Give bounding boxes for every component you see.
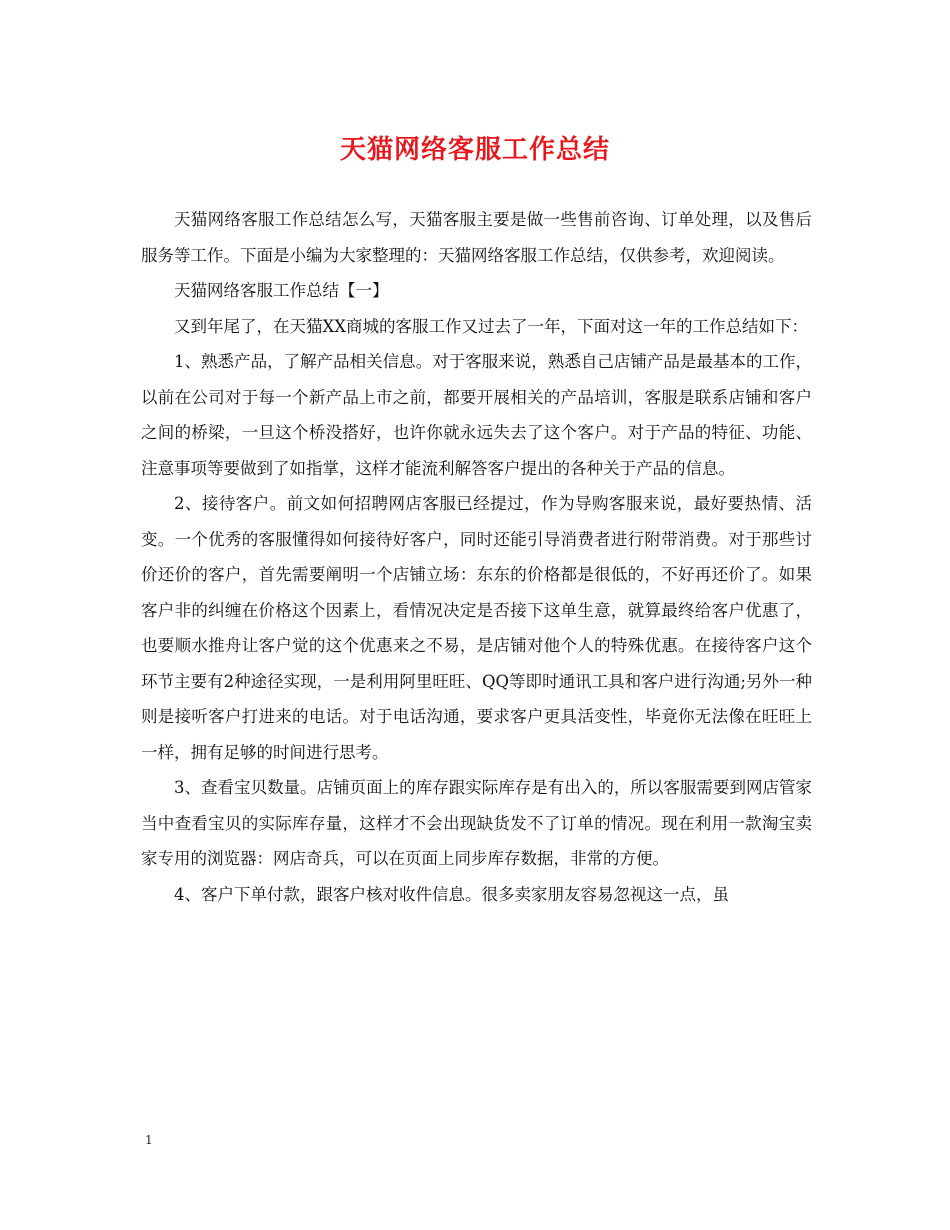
paragraph-item-4: 4、客户下单付款，跟客户核对收件信息。很多卖家朋友容易忽视这一点，虽 — [174, 884, 729, 904]
paragraph-item-3: 3、查看宝贝数量。店铺页面上的库存跟实际库存是有出入的，所以客服需要到网店管家当中查看宝贝的实际库存量，这样才不会出现缺货发不了订单的情况。现在利用一款淘宝卖家专用的浏览器：网店奇兵，可以在页面上同步库存数据，非常的方便。 — [141, 778, 812, 868]
document-title: 天猫网络客服工作总结 — [339, 135, 610, 165]
paragraph-item-1: 1、熟悉产品，了解产品相关信息。对于客服来说，熟悉自己店铺产品是最基本的工作，以前在公司对于每一个新产品上市之前，都要开展相关的产品培训，客服是联系店铺和客户之间的桥梁，一旦这个桥没搭好，也许你就永远失去了这个客户。对于产品的特征、功能、注意事项等要做到了如指掌，这样才能流利解答客户提出的各种关于产品的信息。 — [141, 352, 812, 478]
paragraph-item-2: 2、接待客户。前文如何招聘网店客服已经提过，作为导购客服来说，最好要热情、活变。一个优秀的客服懂得如何接待好客户，同时还能引导消费者进行附带消费。对于那些讨价还价的客户，首先需要阐明一个店铺立场：东东的价格都是很低的，不好再还价了。如果客户非的纠缠在价格这个因素上，看情况决定是否接下这单生意，就算最终给客户优惠了，也要顺水推舟让客户觉的这个优惠来之不易，是店铺对他个人的特殊优惠。在接待客户这个环节主要有2种途径实现，一是利用阿里旺旺、QQ等即时通讯工具和客户进行沟通;另外一种则是接听客户打进来的电话。对于电话沟通，要求客户更具活变性，毕竟你无法像在旺旺上一样，拥有足够的时间进行思考。 — [141, 494, 812, 762]
paragraph-year-end: 又到年尾了，在天猫XX商城的客服工作又过去了一年，下面对这一年的工作总结如下： — [174, 316, 808, 336]
paragraph-intro: 天猫网络客服工作总结怎么写，天猫客服主要是做一些售前咨询、订单处理，以及售后服务等工作。下面是小编为大家整理的：天猫网络客服工作总结，仅供参考，欢迎阅读。 — [141, 210, 812, 265]
section-heading-one: 天猫网络客服工作总结【一】 — [174, 281, 389, 300]
page-number: 1 — [145, 1133, 153, 1147]
document-body — [141, 202, 812, 912]
